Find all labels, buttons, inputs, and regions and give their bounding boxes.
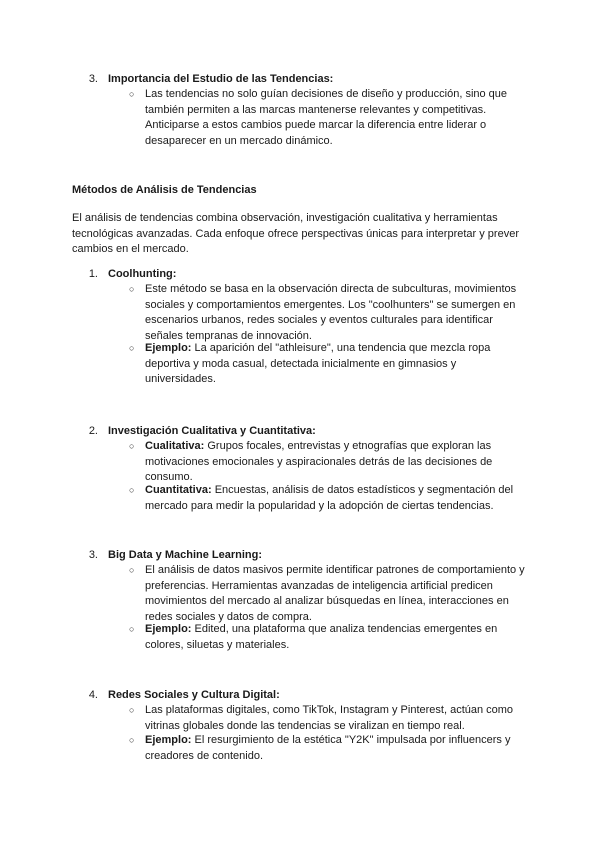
bullet-text: Las tendencias no solo guían decisiones de diseño y producción, sino que también permiten a las marcas mantenerse relevantes y competitivas. Anticiparse a estos cambios puede marcar la diferencia entre liderar o desaparecer en un mercado dinámico. [145, 88, 508, 147]
item-title: Redes Sociales y Cultura Digital: [108, 689, 280, 701]
bullet-circle-icon: ○ [129, 565, 135, 575]
bullet-circle-icon: ○ [129, 284, 135, 294]
bullet-circle-icon: ○ [129, 89, 135, 99]
item-number: 4. [88, 689, 98, 701]
bullet-text: Las plataformas digitales, como TikTok, Instagram y Pinterest, actúan como vitrinas globales donde las tendencias se viralizan en tiempo real. [145, 704, 514, 732]
bullet-text: Este método se basa en la observación directa de subculturas, movimientos sociales y comportamientos emergentes. Los "coolhunters" se sumergen en escenarios urbanos, redes sociales y eventos culturales para identificar señales tempranas de innovación. [145, 283, 517, 342]
bullet-text: Ejemplo: El resurgimiento de la estética "Y2K" impulsada por influencers y creadores de contenido. [145, 734, 511, 762]
item-number: 2. [88, 425, 98, 437]
bullet-circle-icon: ○ [129, 735, 135, 745]
item-number: 3. [88, 73, 98, 85]
section-heading: Métodos de Análisis de Tendencias [72, 184, 257, 196]
item-title: Importancia del Estudio de las Tendencias: [108, 73, 334, 85]
bullet-text: Cualitativa: Grupos focales, entrevistas y etnografías que exploran las motivaciones emocionales y aspiracionales detrás de las decisiones de consumo. [145, 440, 493, 484]
item-title: Coolhunting: [108, 268, 177, 280]
item-title: Big Data y Machine Learning: [108, 549, 263, 561]
bullet-circle-icon: ○ [129, 441, 135, 451]
bullet-text: El análisis de datos masivos permite identificar patrones de comportamiento y preferencias. Herramientas avanzadas de inteligencia artificial predicen movimientos del mercado al analizar búsquedas en línea, interacciones en redes sociales y datos de compra. [145, 564, 525, 623]
bullet-circle-icon: ○ [129, 705, 135, 715]
bullet-text: Ejemplo: Edited, una plataforma que analiza tendencias emergentes en colores, siluetas y materiales. [145, 623, 498, 651]
bullet-circle-icon: ○ [129, 343, 135, 353]
bullet-text: Ejemplo: La aparición del "athleisure", una tendencia que mezcla ropa deportiva y moda casual, detectada inicialmente en gimnasios y universidades. [145, 342, 491, 386]
bullet-circle-icon: ○ [129, 485, 135, 495]
item-title: Investigación Cualitativa y Cuantitativa: [108, 425, 316, 437]
item-number: 1. [88, 268, 98, 280]
item-number: 3. [88, 549, 98, 561]
bullet-text: Cuantitativa: Encuestas, análisis de datos estadísticos y segmentación del mercado para medir la popularidad y la adopción de ciertas tendencias. [145, 484, 514, 512]
intro-paragraph: El análisis de tendencias combina observación, investigación cualitativa y herramientas tecnológicas avanzadas. Cada enfoque ofrece perspectivas únicas para interpretar y prever cambios en el mercado. [72, 212, 519, 256]
bullet-circle-icon: ○ [129, 624, 135, 634]
